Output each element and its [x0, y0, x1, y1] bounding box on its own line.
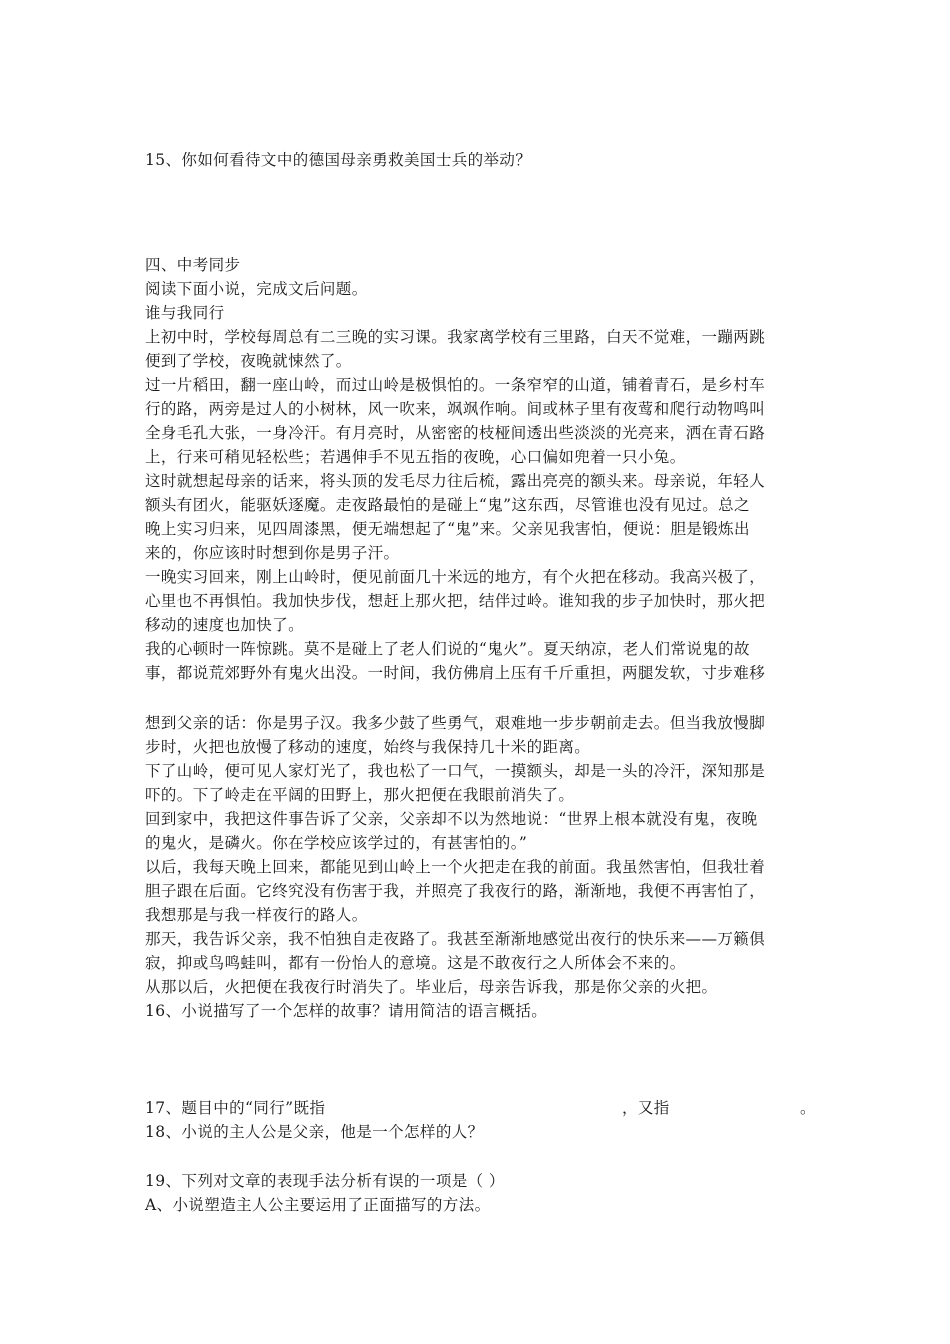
story-line: 一晚实习回来，刚上山岭时，便见前面几十米远的地方，有个火把在移动。我高兴极了， [145, 568, 766, 586]
story-line: 晚上实习归来，见四周漆黑，便无端想起了“鬼”来。父亲见我害怕，便说：胆是锻炼出 [145, 520, 750, 538]
story-line: 我想那是与我一样夜行的路人。 [145, 906, 368, 924]
story-title: 谁与我同行 [145, 304, 225, 322]
question-17-part2: ，又指 [622, 1099, 670, 1117]
story-line: 那天，我告诉父亲，我不怕独自走夜路了。我甚至渐渐地感觉出夜行的快乐来——万籁俱 [145, 930, 766, 948]
story-line: 我的心顿时一阵惊跳。莫不是碰上了老人们说的“鬼火”。夏天纳凉，老人们常说鬼的故 [145, 640, 750, 658]
question-17-part1: 17、题目中的“同行”既指 [145, 1099, 326, 1117]
question-17 [145, 1096, 816, 1120]
story-line: 过一片稻田，翻一座山岭，而过山岭是极惧怕的。一条窄窄的山道，铺着青石，是乡村车 [145, 376, 766, 394]
story-line: 便到了学校，夜晚就悚然了。 [145, 352, 352, 370]
story-line: 事，都说荒郊野外有鬼火出没。一时间，我仿佛肩上压有千斤重担，两腿发软，寸步难移 [145, 664, 766, 682]
story-line: 回到家中，我把这件事告诉了父亲，父亲却不以为然地说：“世界上根本就没有鬼，夜晚 [145, 810, 758, 828]
question-19-option-a: A、小说塑造主人公主要运用了正面描写的方法。 [145, 1196, 491, 1214]
story-line: 额头有团火，能驱妖逐魔。走夜路最怕的是碰上“鬼”这东西，尽管谁也没有见过。总之 [145, 496, 750, 514]
story-line: 上初中时，学校每周总有二三晚的实习课。我家离学校有三里路，白天不觉难，一蹦两跳 [145, 328, 766, 346]
story-line: 的鬼火，是磷火。你在学校应该学过的，有甚害怕的。” [145, 834, 528, 852]
story-line: 步时，火把也放慢了移动的速度，始终与我保持几十米的距离。 [145, 738, 591, 756]
story-line: 来的，你应该时时想到你是男子汗。 [145, 544, 400, 562]
story-line: 这时就想起母亲的话来，将头顶的发毛尽力往后梳，露出亮亮的额头来。母亲说，年轻人 [145, 472, 766, 490]
question-16: 16、小说描写了一个怎样的故事？请用简洁的语言概括。 [145, 1002, 548, 1020]
story-line: 从那以后，火把便在我夜行时消失了。毕业后，母亲告诉我，那是你父亲的火把。 [145, 978, 718, 996]
question-17-part3: 。 [800, 1099, 816, 1117]
story-line: 寂，抑或鸟鸣蛙叫，都有一份怡人的意境。这是不敢夜行之人所体会不来的。 [145, 954, 686, 972]
story-line: 想到父亲的话：你是男子汉。我多少鼓了些勇气，艰难地一步步朝前走去。但当我放慢脚 [145, 714, 766, 732]
reading-instruction: 阅读下面小说，完成文后问题。 [145, 280, 368, 298]
story-line: 以后，我每天晚上回来，都能见到山岭上一个火把走在我的前面。我虽然害怕，但我壮着 [145, 858, 766, 876]
story-line: 吓的。下了岭走在平阔的田野上，那火把便在我眼前消失了。 [145, 786, 575, 804]
story-line: 全身毛孔大张，一身冷汗。有月亮时，从密密的枝桠间透出些淡淡的光亮来，洒在青石路 [145, 424, 766, 442]
story-line: 上，行来可稍见轻松些；若遇伸手不见五指的夜晚，心口偏如兜着一只小兔。 [145, 448, 686, 466]
question-18: 18、小说的主人公是父亲，他是一个怎样的人？ [145, 1123, 484, 1141]
story-line: 心里也不再惧怕。我加快步伐，想赶上那火把，结伴过岭。谁知我的步子加快时，那火把 [145, 592, 766, 610]
story-line: 下了山岭，便可见人家灯光了，我也松了一口气，一摸额头，却是一头的冷汗，深知那是 [145, 762, 766, 780]
story-line: 胆子跟在后面。它终究没有伤害于我，并照亮了我夜行的路，渐渐地，我便不再害怕了， [145, 882, 766, 900]
section-heading: 四、中考同步 [145, 256, 241, 274]
question-15: 15、你如何看待文中的德国母亲勇救美国士兵的举动？ [145, 151, 532, 169]
story-line: 行的路，两旁是过人的小树林，风一吹来，飒飒作响。间或林子里有夜莺和爬行动物鸣叫 [145, 400, 766, 418]
question-19: 19、下列对文章的表现手法分析有误的一项是（ ） [145, 1172, 505, 1190]
story-line: 移动的速度也加快了。 [145, 616, 305, 634]
